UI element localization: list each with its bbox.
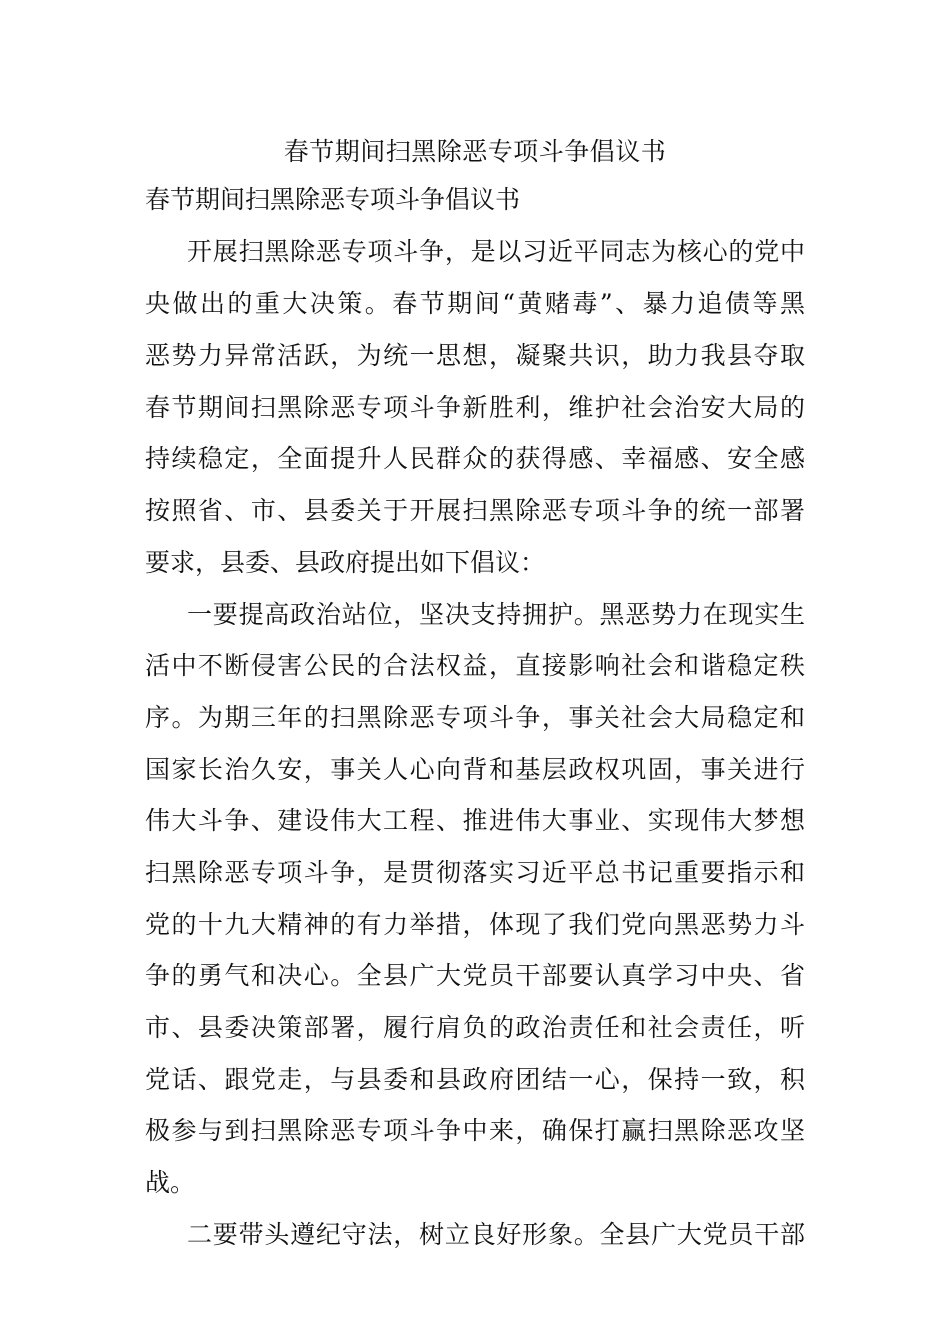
- paragraph-1-line-4: 春节期间扫黑除恶专项斗争新胜利，维护社会治安大局的: [145, 393, 805, 422]
- paragraph-2-line-12: 战。: [145, 1168, 196, 1197]
- paragraph-1-line-2: 央做出的重大决策。春节期间“黄赌毒”、暴力追债等黑: [145, 289, 805, 318]
- paragraph-1-line-3: 恶势力异常活跃，为统一思想，凝聚共识，助力我县夺取: [145, 341, 805, 370]
- document-title: 春节期间扫黑除恶专项斗争倡议书: [283, 137, 667, 166]
- document-subtitle: 春节期间扫黑除恶专项斗争倡议书: [145, 185, 521, 214]
- paragraph-3-line-1: 二要带头遵纪守法，树立良好形象。全县广大党员干部: [187, 1220, 805, 1249]
- paragraph-1-line-7: 要求，县委、县政府提出如下倡议：: [145, 548, 546, 577]
- paragraph-2-line-11: 极参与到扫黑除恶专项斗争中来，确保打赢扫黑除恶攻坚: [145, 1116, 805, 1145]
- paragraph-2-line-4: 国家长治久安，事关人心向背和基层政权巩固，事关进行: [145, 755, 805, 784]
- paragraph-2-line-1: 一要提高政治站位，坚决支持拥护。黑恶势力在现实生: [187, 600, 805, 629]
- paragraph-2-line-3: 序。为期三年的扫黑除恶专项斗争，事关社会大局稳定和: [145, 703, 805, 732]
- paragraph-1-line-6: 按照省、市、县委关于开展扫黑除恶专项斗争的统一部署: [145, 496, 805, 525]
- paragraph-1-line-1: 开展扫黑除恶专项斗争，是以习近平同志为核心的党中: [187, 237, 805, 266]
- paragraph-2-line-2: 活中不断侵害公民的合法权益，直接影响社会和谐稳定秩: [145, 651, 805, 680]
- paragraph-2-line-7: 党的十九大精神的有力举措，体现了我们党向黑恶势力斗: [145, 910, 805, 939]
- paragraph-2-line-5: 伟大斗争、建设伟大工程、推进伟大事业、实现伟大梦想: [145, 806, 805, 835]
- paragraph-2-line-6: 扫黑除恶专项斗争，是贯彻落实习近平总书记重要指示和: [145, 858, 805, 887]
- paragraph-2-line-8: 争的勇气和决心。全县广大党员干部要认真学习中央、省: [145, 961, 805, 990]
- paragraph-1-line-5: 持续稳定，全面提升人民群众的获得感、幸福感、安全感: [145, 444, 805, 473]
- paragraph-2-line-10: 党话、跟党走，与县委和县政府团结一心，保持一致，积: [145, 1065, 805, 1094]
- paragraph-2-line-9: 市、县委决策部署，履行肩负的政治责任和社会责任，听: [145, 1013, 805, 1042]
